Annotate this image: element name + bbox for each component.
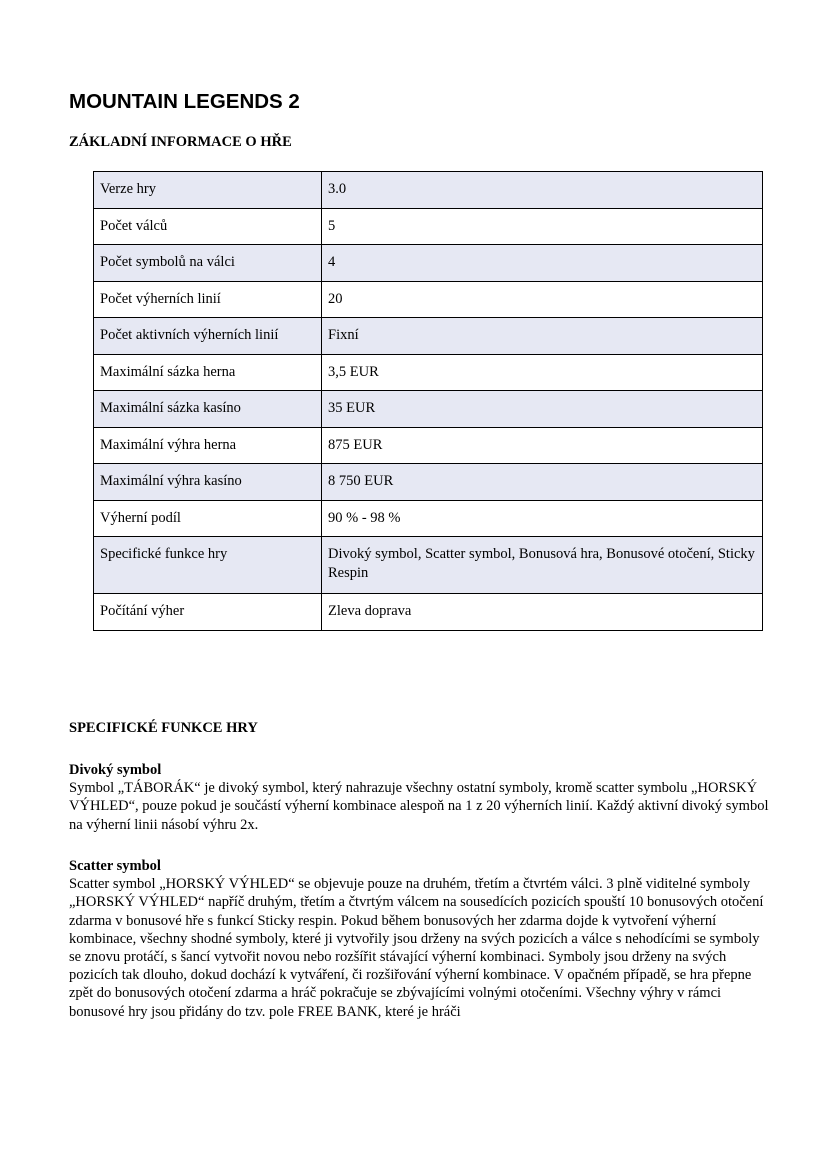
row-label: Počet aktivních výherních linií bbox=[94, 318, 322, 355]
page-title: MOUNTAIN LEGENDS 2 bbox=[69, 90, 300, 113]
row-label: Maximální sázka herna bbox=[94, 354, 322, 391]
row-label: Počet symbolů na válci bbox=[94, 245, 322, 282]
table-row bbox=[94, 318, 763, 355]
row-value: 20 bbox=[322, 281, 763, 318]
table-row bbox=[94, 245, 763, 282]
section-heading-specific-features: SPECIFICKÉ FUNKCE HRY bbox=[69, 720, 258, 736]
row-value: 875 EUR bbox=[322, 427, 763, 464]
table-row bbox=[94, 354, 763, 391]
row-value: Zleva doprava bbox=[322, 594, 763, 631]
row-label: Počítání výher bbox=[94, 594, 322, 631]
table-row bbox=[94, 172, 763, 209]
row-value: 5 bbox=[322, 208, 763, 245]
row-label: Specifické funkce hry bbox=[94, 537, 322, 594]
table-row bbox=[94, 391, 763, 428]
row-value: 90 % - 98 % bbox=[322, 500, 763, 537]
row-value: Fixní bbox=[322, 318, 763, 355]
feature-text: Scatter symbol „HORSKÝ VÝHLED“ se objevuje pouze na druhém, třetím a čtvrtém válci. 3 plně viditelné symboly „HORSKÝ VÝHLED“ napříč druhým, třetím a čtvrtým válcem na sousedících pozicích spouští 10 bonusových otočení zdarma v bonusové hře s funkcí Sticky respin. Pokud během bonusových her zdarma dojde k vytvoření výherní kombinace, všechny shodné symboly, které ji vytvořily jsou drženy na svých pozicích a válce s nehodícími se symboly se znovu protáčí, s šancí vytvořit novou nebo rozšířit stávající výherní kombinaci. Symboly jsou drženy na svých pozicích tak dlouho, dokud dochází k vytváření, či rozšiřování výherní kombinace. V opačném případě, se hra přepne zpět do bonusových otočení zdarma a hráč pokračuje se zbývajícími volnými otočeními. Všechny výhry v rámci bonusové hry jsou přidány do tzv. pole FREE BANK, které je hráči bbox=[69, 876, 764, 1020]
game-info-table bbox=[93, 171, 763, 631]
table-row bbox=[94, 537, 763, 594]
row-value: 4 bbox=[322, 245, 763, 282]
row-value: 3,5 EUR bbox=[322, 354, 763, 391]
table-row bbox=[94, 594, 763, 631]
row-label: Maximální výhra herna bbox=[94, 427, 322, 464]
row-value: Divoký symbol, Scatter symbol, Bonusová hra, Bonusové otočení, Sticky Respin bbox=[322, 537, 763, 594]
row-value: 3.0 bbox=[322, 172, 763, 209]
row-value: 8 750 EUR bbox=[322, 464, 763, 501]
row-label: Verze hry bbox=[94, 172, 322, 209]
table-row bbox=[94, 281, 763, 318]
row-label: Maximální výhra kasíno bbox=[94, 464, 322, 501]
row-label: Výherní podíl bbox=[94, 500, 322, 537]
feature-wild-symbol bbox=[69, 761, 769, 834]
table-row bbox=[94, 464, 763, 501]
table-row bbox=[94, 500, 763, 537]
row-label: Počet válců bbox=[94, 208, 322, 245]
row-label: Počet výherních linií bbox=[94, 281, 322, 318]
feature-scatter-symbol bbox=[69, 857, 769, 1021]
table-row bbox=[94, 208, 763, 245]
table-row bbox=[94, 427, 763, 464]
section-heading-basic-info: ZÁKLADNÍ INFORMACE O HŘE bbox=[69, 134, 292, 150]
feature-text: Symbol „TÁBORÁK“ je divoký symbol, který nahrazuje všechny ostatní symboly, kromě scatter symbolu „HORSKÝ VÝHLED“, pouze pokud je součástí výherní kombinace alespoň na 1 z 20 výherních linií. Každý aktivní divoký symbol na výherní linii násobí výhru 2x. bbox=[69, 780, 769, 833]
feature-title: Divoký symbol bbox=[69, 762, 162, 778]
row-label: Maximální sázka kasíno bbox=[94, 391, 322, 428]
feature-title: Scatter symbol bbox=[69, 858, 161, 874]
row-value: 35 EUR bbox=[322, 391, 763, 428]
